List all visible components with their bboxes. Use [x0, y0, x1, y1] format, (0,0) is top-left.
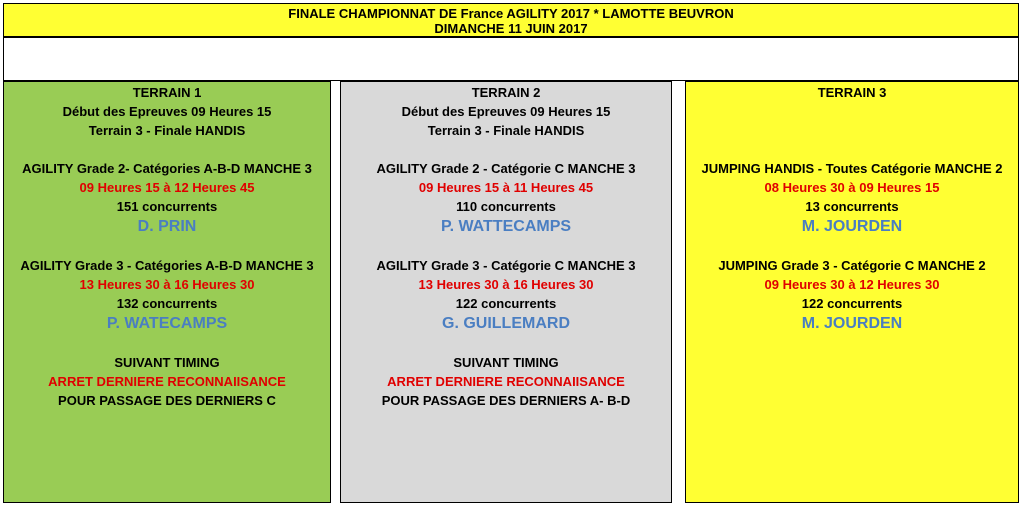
event-title: AGILITY Grade 3 - Catégorie C MANCHE 3	[376, 258, 636, 273]
terrain-2-panel	[340, 81, 672, 503]
event-judge: M. JOURDEN	[801, 315, 903, 332]
terrain-title: TERRAIN 2	[471, 85, 541, 100]
terrain-title: TERRAIN 1	[132, 85, 202, 100]
footer-arret: ARRET DERNIERE RECONNAIISANCE	[48, 374, 286, 389]
event-title: JUMPING Grade 3 - Catégorie C MANCHE 2	[718, 258, 986, 273]
event-time: 09 Heures 30 à 12 Heures 30	[764, 277, 940, 292]
footer-passage: POUR PASSAGE DES DERNIERS A- B-D	[381, 393, 631, 408]
footer-timing: SUIVANT TIMING	[453, 355, 559, 370]
event-judge: P. WATTECAMPS	[440, 218, 572, 235]
event-judge: G. GUILLEMARD	[442, 315, 570, 332]
header-blank-row	[3, 37, 1019, 81]
event-judge: P. WATECAMPS	[106, 315, 228, 332]
event-count: 110 concurrents	[456, 199, 556, 214]
terrain-note: Terrain 3 - Finale HANDIS	[427, 123, 585, 138]
event-time: 13 Heures 30 à 16 Heures 30	[418, 277, 594, 292]
terrain-title: TERRAIN 3	[817, 85, 887, 100]
start-time: Début des Epreuves 09 Heures 15	[401, 104, 611, 119]
terrain-1-panel	[3, 81, 331, 503]
footer-passage: POUR PASSAGE DES DERNIERS C	[58, 393, 276, 408]
event-count: 13 concurrents	[805, 199, 899, 214]
event-title: AGILITY Grade 2- Catégories A-B-D MANCHE 3	[22, 161, 312, 176]
event-count: 132 concurrents	[116, 296, 218, 311]
terrain-note: Terrain 3 - Finale HANDIS	[88, 123, 246, 138]
event-title: JUMPING HANDIS - Toutes Catégorie MANCHE 2	[701, 161, 1003, 176]
event-count: 122 concurrents	[801, 296, 903, 311]
header-date: DIMANCHE 11 JUIN 2017	[434, 21, 588, 36]
event-time: 08 Heures 30 à 09 Heures 15	[764, 180, 940, 195]
footer-timing: SUIVANT TIMING	[114, 355, 220, 370]
page-header	[3, 3, 1019, 37]
event-count: 151 concurrents	[116, 199, 218, 214]
event-time: 13 Heures 30 à 16 Heures 30	[79, 277, 255, 292]
event-title: AGILITY Grade 3 - Catégories A-B-D MANCHE 3	[20, 258, 314, 273]
header-title: FINALE CHAMPIONNAT DE France AGILITY 2017 * LAMOTTE BEUVRON	[288, 6, 734, 21]
event-judge: D. PRIN	[137, 218, 197, 235]
start-time: Début des Epreuves 09 Heures 15	[62, 104, 272, 119]
event-judge: M. JOURDEN	[801, 218, 903, 235]
event-title: AGILITY Grade 2 - Catégorie C MANCHE 3	[376, 161, 636, 176]
footer-arret: ARRET DERNIERE RECONNAIISANCE	[387, 374, 625, 389]
terrain-3-panel	[685, 81, 1019, 503]
event-time: 09 Heures 15 à 12 Heures 45	[79, 180, 255, 195]
event-count: 122 concurrents	[455, 296, 557, 311]
event-time: 09 Heures 15 à 11 Heures 45	[418, 180, 594, 195]
